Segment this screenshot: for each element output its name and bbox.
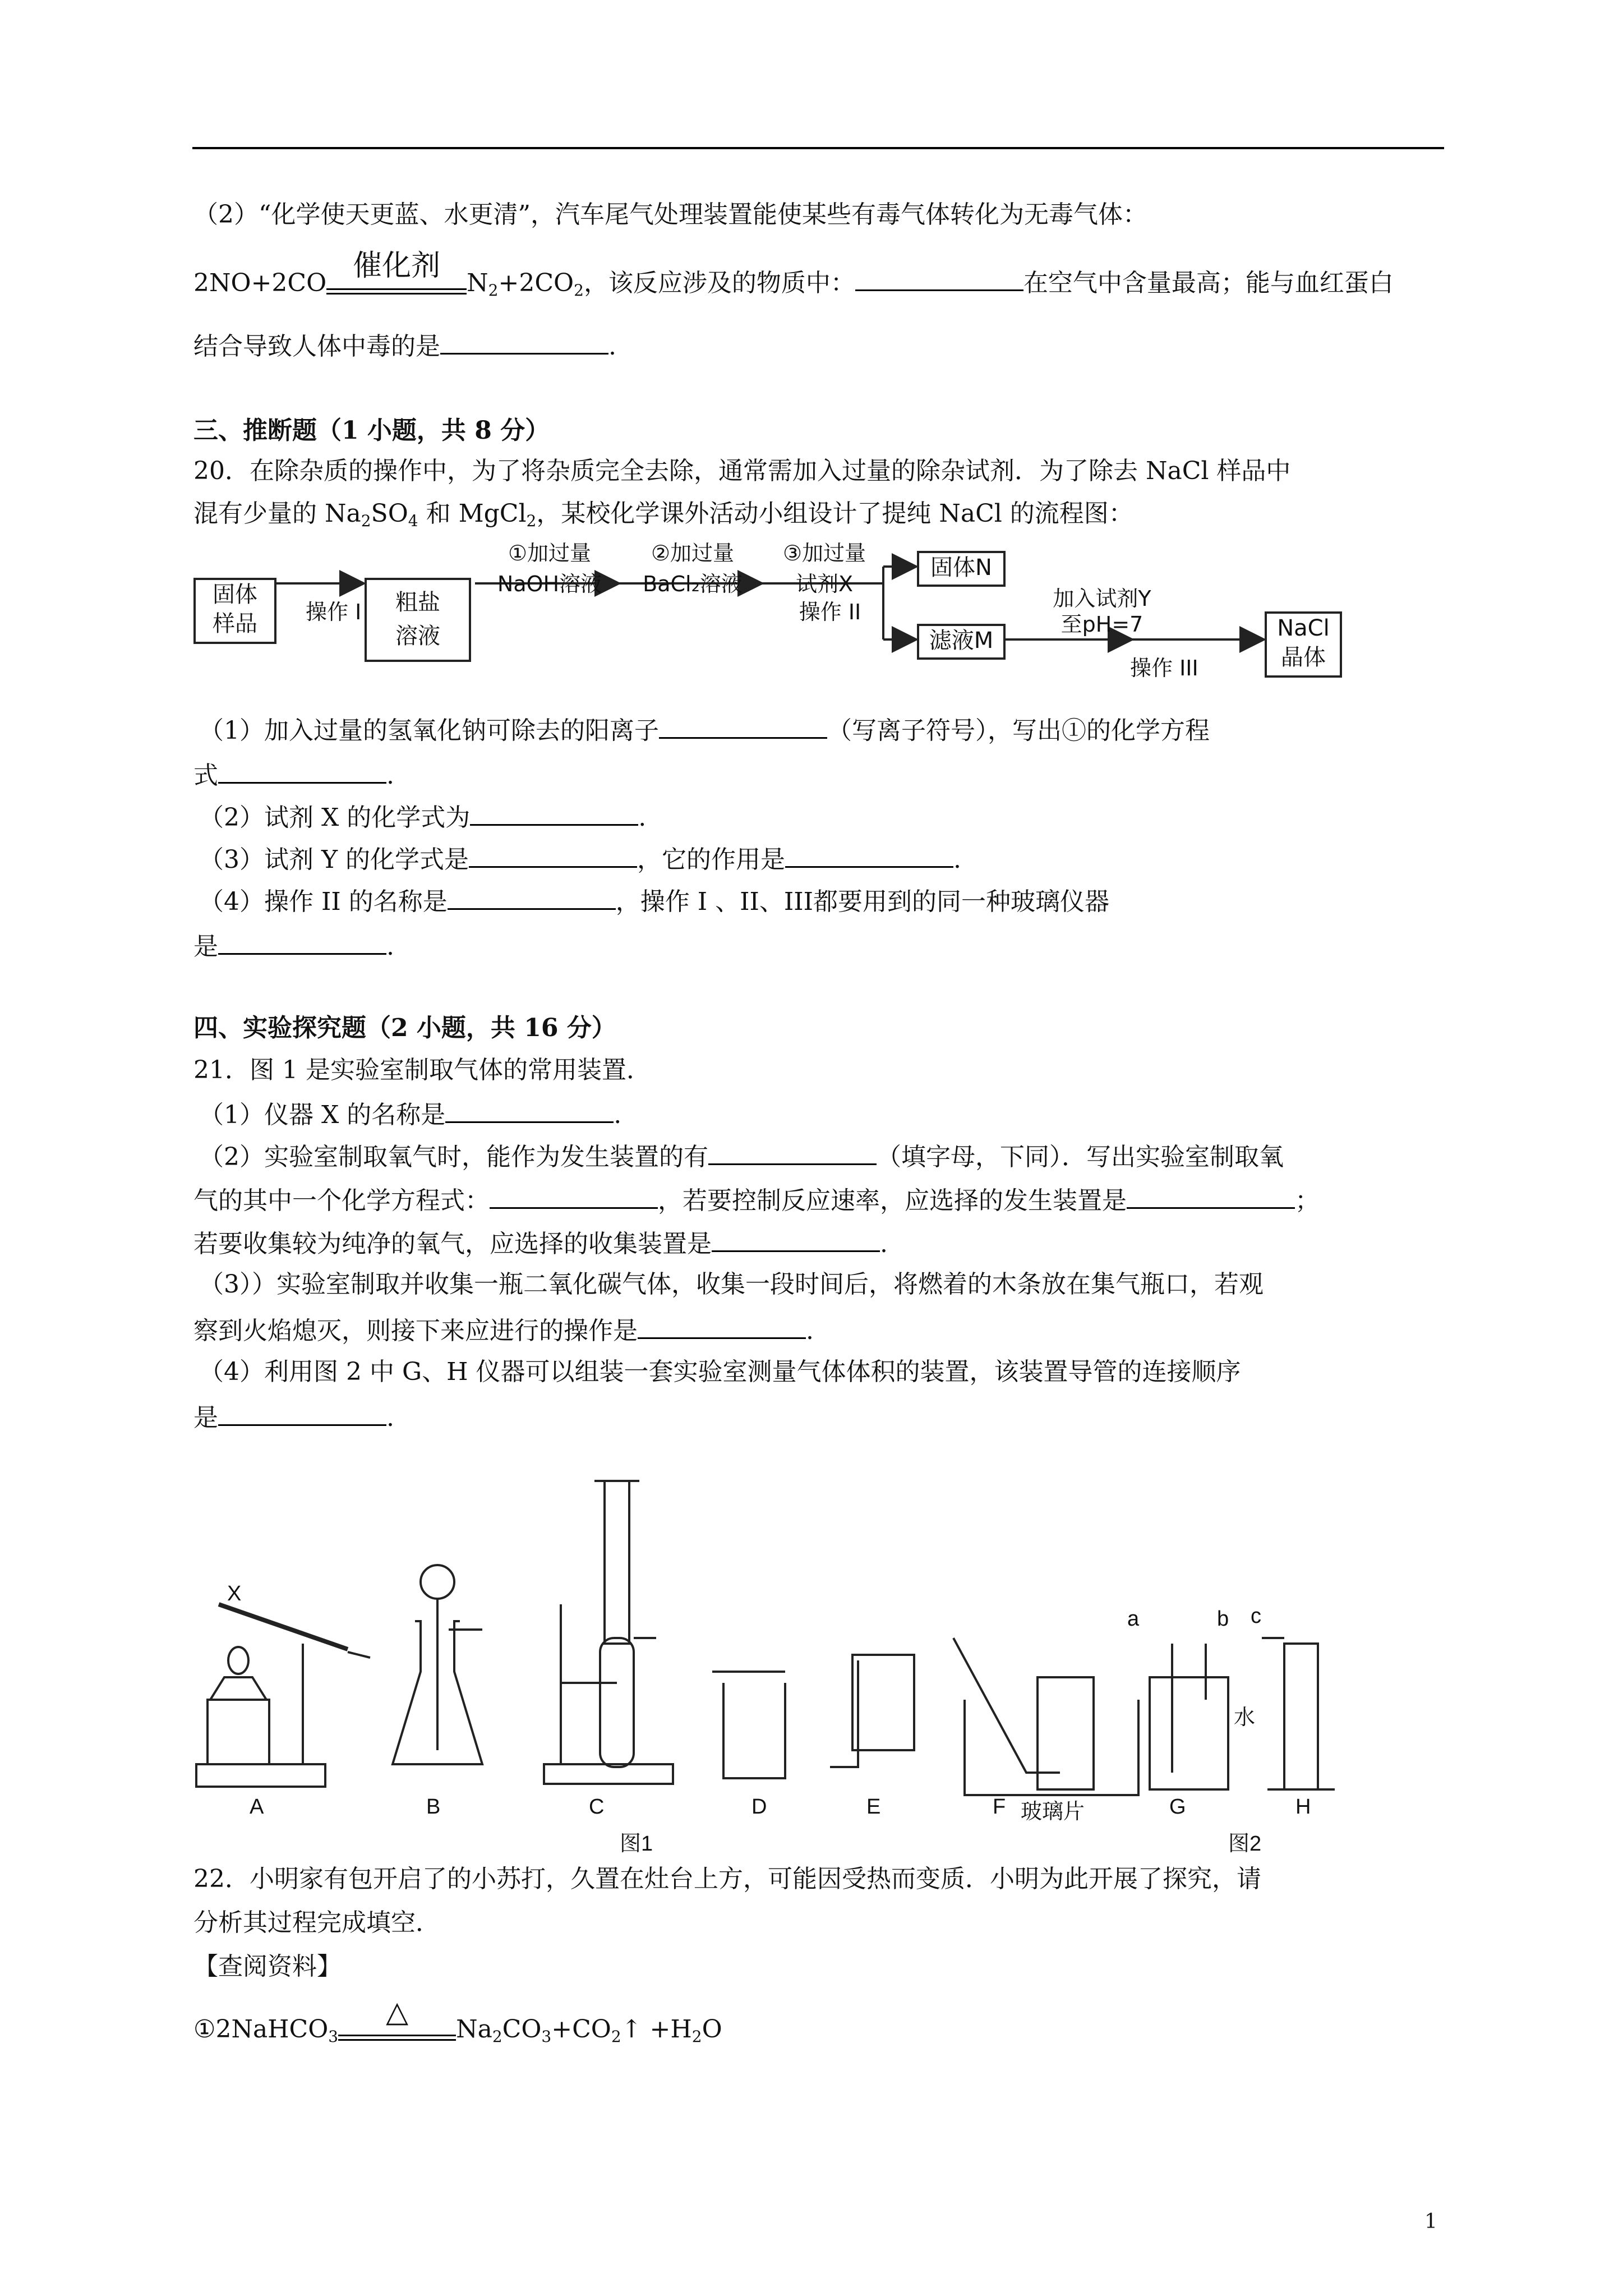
alcohol-lamp [210,1677,266,1700]
label-a-tube: a [1127,1607,1140,1631]
q21-sub2-cont: 气的其中一个化学方程式： ，若要控制反应速率，应选择的发生装置是 ； [193,1182,1320,1217]
answer-blank[interactable] [440,328,608,355]
q20-sub2: （2）试剂 X 的化学式为 . [199,799,646,834]
label-step1: ①加过量 NaOH溶液 [497,541,602,596]
syringe-c [605,1481,629,1644]
label-f: F [993,1795,1006,1819]
gas-jar-d [723,1683,785,1778]
box-solid-sample: 固体 样品 [193,578,276,644]
reference-heading: 【查阅资料】 [193,1952,342,1981]
q20-line1: 20．在除杂质的操作中，为了将杂质完全去除，通常需加入过量的除杂试剂．为了除去 NaCl 样品中 [193,457,1291,485]
label-g: G [1169,1795,1186,1819]
lamp-block [208,1700,269,1764]
answer-blank[interactable] [785,841,953,868]
q21-sub3: （3））实验室制取并收集一瓶二氧化碳气体，收集一段时间后，将燃着的木条放在集气瓶口，若观 [199,1270,1264,1299]
label-step2: ②加过量 BaCl₂溶液 [643,541,743,596]
label-step3: ③加过量 试剂X [782,541,866,596]
purification-flowchart [193,539,1371,707]
box-crude-salt: 粗盐 溶液 [365,578,471,662]
q21-sub4: （4）利用图 2 中 G、H 仪器可以组装一套实验室测量气体体积的装置，该装置导管的连接顺序 [199,1358,1241,1386]
label-b: B [426,1795,441,1819]
q20-sub4-cont: 是 . [193,928,394,963]
label-a: A [250,1795,264,1819]
label-water: 水 [1234,1706,1256,1729]
gas-jar-e [852,1655,914,1750]
apparatus-figure [185,1436,1363,1856]
answer-blank[interactable] [638,1313,806,1339]
box-nacl-crystal: NaCl 晶体 [1265,611,1342,678]
lamp-flame [228,1647,248,1674]
q21-sub4-cont: 是 . [193,1400,394,1434]
answer-blank[interactable] [470,799,638,826]
water-trough-f [965,1700,1138,1795]
section4-heading: 四、实验探究题（2 小题，共 16 分） [193,1014,616,1042]
q21-sub2: （2）实验室制取氧气时，能作为发生装置的有 （填字母，下同）．写出实验室制取氧 [199,1139,1284,1173]
answer-blank[interactable] [712,1226,880,1252]
stand-base-c [544,1764,673,1784]
q20-sub1-cont: 式 . [193,757,394,792]
answer-blank[interactable] [469,841,637,868]
q19-part2-line1: （2）“化学使天更蓝、水更清”，汽车尾气处理装置能使某些有毒气体转化为无毒气体： [193,200,1147,229]
label-h: H [1295,1795,1311,1819]
apparatus-drawing [185,1436,1363,1851]
label-b-tube: b [1217,1607,1229,1631]
q20-sub4: （4）操作 II 的名称是 ，操作 I 、II、III都要用到的同一种玻璃仪器 [199,884,1109,918]
catalyst-arrow: 催化剂 [326,269,467,301]
label-c: C [589,1795,605,1819]
delivery-tube-a [348,1652,370,1658]
q20-sub3: （3）试剂 Y 的化学式是 ，它的作用是 . [199,841,961,876]
answer-blank[interactable] [448,884,616,910]
answer-blank[interactable] [218,1400,386,1426]
answer-blank[interactable] [1127,1182,1295,1209]
label-c-tube: c [1251,1604,1261,1628]
q19-part2-line3: 结合导致人体中毒的是 . [193,328,616,362]
label-add-y: 加入试剂Y 至pH=7 [1053,586,1151,637]
q20-sub1: （1）加入过量的氢氧化钠可除去的阳离子 （写离子符号），写出①的化学方程 [199,712,1210,747]
answer-blank[interactable] [490,1182,658,1209]
header-rule [192,147,1444,149]
label-op2: 操作 II [799,600,861,624]
label-e: E [866,1795,881,1819]
q22-line2: 分析其过程完成填空． [193,1908,440,1937]
label-fig1: 图1 [620,1832,653,1856]
delivery-tube-f [953,1638,1060,1773]
label-fig2: 图2 [1228,1832,1262,1856]
answer-blank[interactable] [218,757,386,784]
answer-blank[interactable] [708,1139,877,1165]
bottle-g [1150,1677,1228,1789]
reference-equation: ①2NaHCO$_3$ △ $Na_2CO_3+CO_2↑ +H_2O$ [193,1995,722,2046]
heat-arrow: △ [338,2016,456,2047]
box-filtrate-m: 滤液M [917,624,1006,660]
answer-blank[interactable] [445,1097,614,1123]
answer-blank[interactable] [855,265,1023,291]
label-op1: 操作 I [306,600,362,624]
q21-sub2-cont2: 若要收集较为纯净的氧气，应选择的收集装置是 . [193,1226,888,1260]
label-d: D [751,1795,767,1819]
q20-line2: 混有少量的 $Na_2SO_4$ 和 MgCl$_2$，某校化学课外活动小组设计了提纯 NaCl 的流程图： [193,499,1133,530]
q21-intro: 21．图 1 是实验室制取气体的常用装置． [193,1056,651,1084]
q21-sub1: （1）仪器 X 的名称是 . [199,1097,621,1131]
funnel-bulb-b [421,1565,454,1599]
q22-line1: 22．小明家有包开启了的小苏打，久置在灶台上方，可能因受热而变质．小明为此开展了探究，请 [193,1865,1261,1893]
stand-base-a [196,1764,325,1787]
q19-equation-line: 2NO+2CO 催化剂 $N_2+2CO_2$，该反应涉及的物质中： 在空气中含量最高；能与血红蛋白 [193,249,1394,300]
graduated-cylinder-h [1284,1644,1318,1789]
box-solid-n: 固体N [917,551,1006,587]
q21-sub3-cont: 察到火焰熄灭，则接下来应进行的操作是 . [193,1313,814,1347]
label-glass-plate: 玻璃片 [1021,1800,1085,1824]
answer-blank[interactable] [218,928,386,955]
label-op3: 操作 III [1130,656,1198,680]
page-number: 1 [1424,2210,1437,2233]
answer-blank[interactable] [659,712,827,739]
test-tube-a [219,1604,348,1649]
label-x: X [227,1582,242,1605]
section3-heading: 三、推断题（1 小题，共 8 分） [193,416,550,445]
test-tube-c [600,1638,634,1767]
